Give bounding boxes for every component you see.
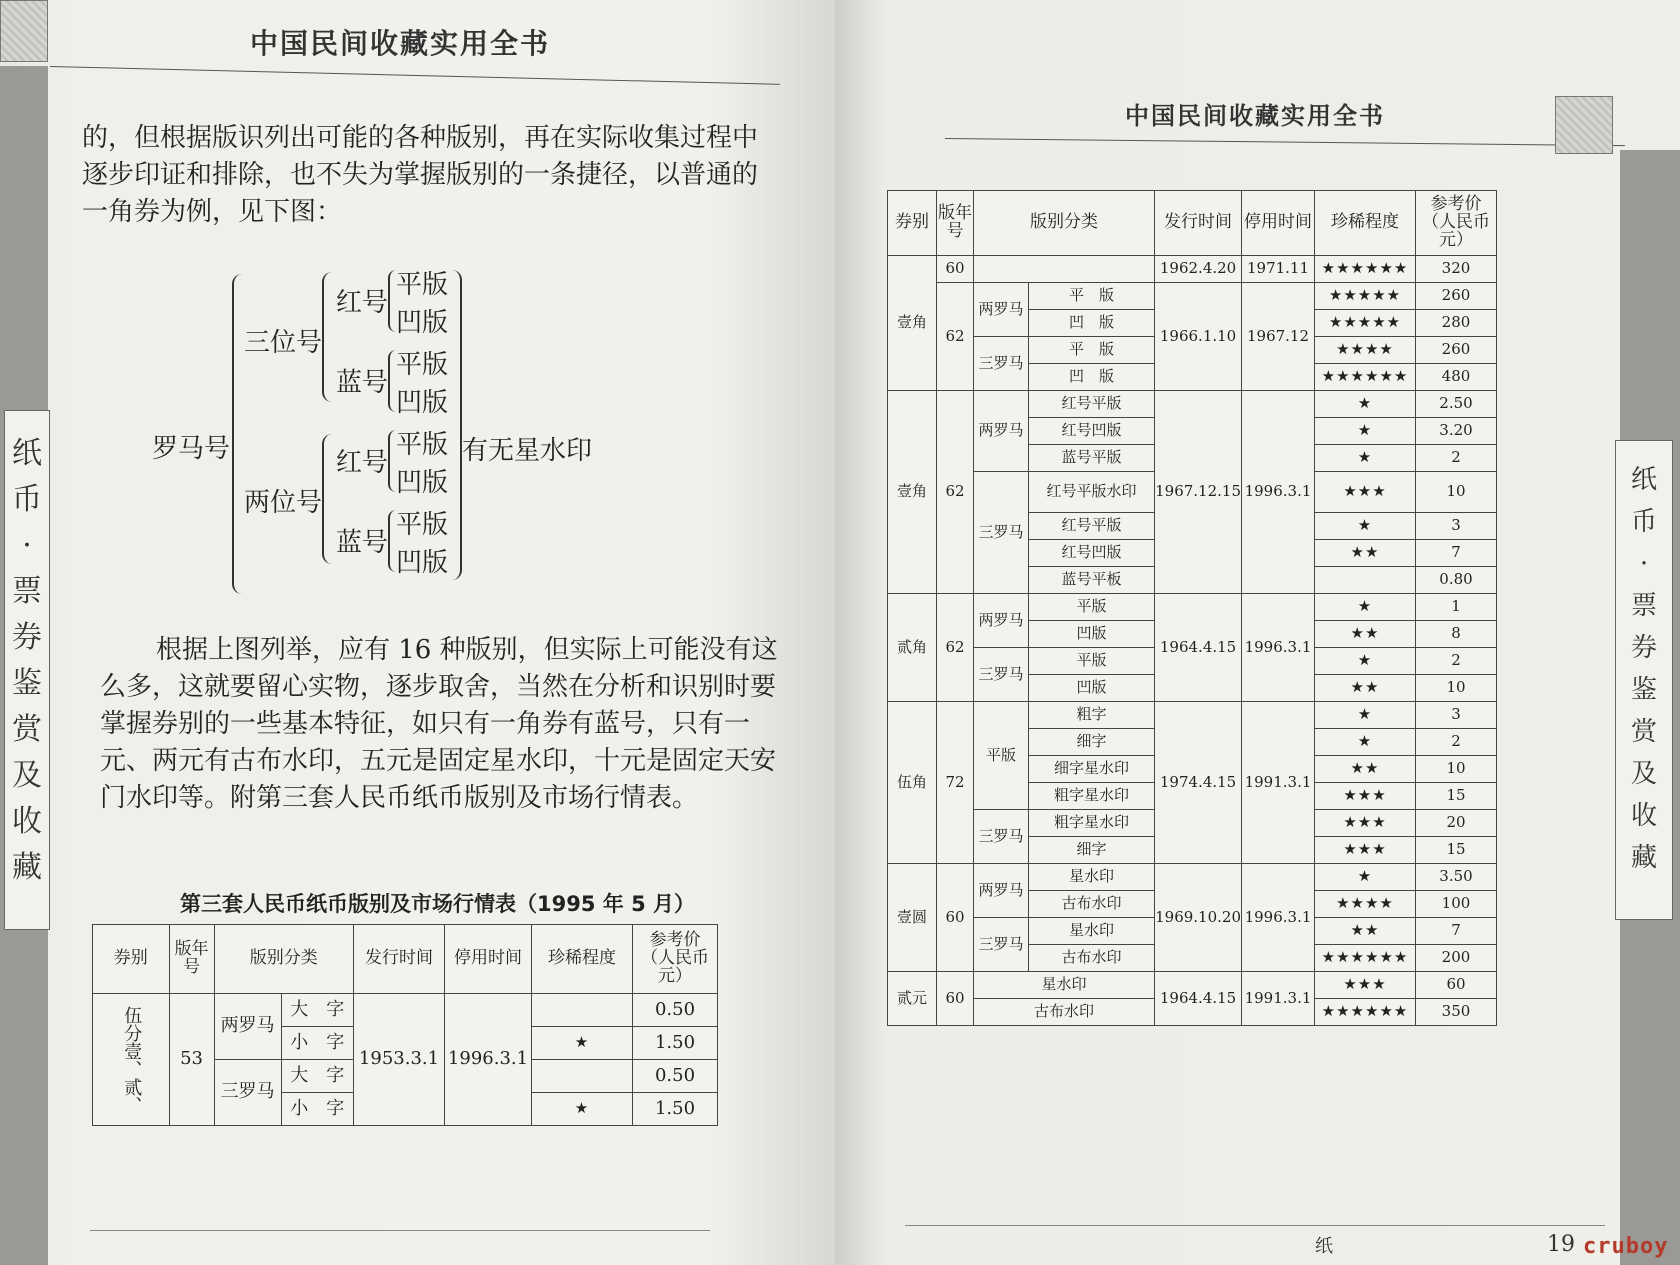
cell-sub: 星水印 (1029, 864, 1155, 891)
brace (388, 510, 396, 572)
table-header-row (888, 191, 1497, 256)
cell-issue: 1966.1.10 (1155, 283, 1242, 391)
header-price: 参考价 （人民币元） (633, 925, 718, 994)
tree-level1: 两位号 (244, 488, 323, 518)
table-row (888, 283, 1497, 310)
cell-price: 0.50 (633, 994, 718, 1027)
cell-sub: 红号凹版 (1029, 540, 1155, 567)
cell-denomination: 伍角 (888, 702, 937, 864)
cell-group: 两罗马 (974, 283, 1029, 337)
cell-sub: 大 字 (281, 994, 353, 1027)
cell-group: 两罗马 (974, 391, 1029, 472)
header-year: 版年号 (169, 925, 214, 994)
cell-rarity: ★ (1315, 445, 1416, 472)
cell-price: 320 (1416, 256, 1497, 283)
header-price: 参考价 （人民币元） (1416, 191, 1497, 256)
cell-price: 3.50 (1416, 864, 1497, 891)
cell-year: 60 (937, 256, 974, 283)
cell-group: 三罗马 (974, 472, 1029, 594)
cell-sub: 红号平版 (1029, 391, 1155, 418)
cell-group: 两罗马 (974, 594, 1029, 648)
cell-rarity: ★★★ (1315, 472, 1416, 513)
cell-price: 2 (1416, 445, 1497, 472)
brace (388, 350, 396, 412)
cell-year: 62 (937, 283, 974, 391)
cell-rarity: ★★★★★★ (1315, 256, 1416, 283)
cell-sub: 粗字星水印 (1029, 810, 1155, 837)
cell-year: 62 (937, 391, 974, 594)
cell-year: 60 (937, 864, 974, 972)
table-row (93, 994, 718, 1027)
cell-group: 平版 (974, 702, 1029, 810)
cell-price: 7 (1416, 918, 1497, 945)
variety-tree-diagram (140, 270, 640, 610)
running-title: 中国民间收藏实用全书 (250, 27, 551, 60)
footer-rule (905, 1225, 1605, 1226)
header-denomination: 券别 (93, 925, 170, 994)
cell-rarity: ★★★★★★ (1315, 945, 1416, 972)
tree-level2: 红号 (336, 288, 389, 318)
cell-stop: 1996.3.1 (1242, 864, 1315, 972)
cell-rarity: ★★ (1315, 756, 1416, 783)
cell-sub: 星水印 (1029, 918, 1155, 945)
cell-stop: 1991.3.1 (1242, 972, 1315, 1026)
brace (452, 270, 462, 580)
header-stop: 停用时间 (445, 925, 532, 994)
brace (232, 274, 244, 594)
header-rule (945, 138, 1625, 146)
cell-sub: 凹版 (1029, 621, 1155, 648)
tree-leaf: 平版 (396, 350, 449, 380)
cell-sub: 红号平版 (1029, 513, 1155, 540)
side-tab: 纸 币 · 票 券 鉴 赏 及 收 藏 (4, 410, 50, 930)
cell-price: 1 (1416, 594, 1497, 621)
cell-issue: 1964.4.15 (1155, 594, 1242, 702)
cell-rarity: ★ (1315, 864, 1416, 891)
market-table (92, 924, 718, 1126)
tree-leaf: 凹版 (396, 548, 449, 578)
cell-rarity: ★★★ (1315, 783, 1416, 810)
cell-price: 260 (1416, 337, 1497, 364)
market-table-continued (887, 190, 1497, 1026)
cell-rarity: ★★★★★ (1315, 310, 1416, 337)
cell-rarity: ★★ (1315, 675, 1416, 702)
cell-price: 8 (1416, 621, 1497, 648)
cell-rarity: ★★★★ (1315, 891, 1416, 918)
cell-rarity: ★ (1315, 702, 1416, 729)
cell-sub: 大 字 (281, 1060, 353, 1093)
corner-ornament (0, 0, 48, 62)
cell-sub: 蓝号平板 (1029, 567, 1155, 594)
cell-sub: 细字 (1029, 837, 1155, 864)
brace (322, 434, 332, 564)
header-rarity: 珍稀程度 (1315, 191, 1416, 256)
cell-rarity: ★ (1315, 729, 1416, 756)
running-title: 中国民间收藏实用全书 (1125, 102, 1385, 130)
right-page (835, 0, 1680, 1265)
cell-rarity: ★★★★★★ (1315, 999, 1416, 1026)
watermark: cruboy (1583, 1234, 1669, 1259)
cell-rarity (532, 1060, 633, 1093)
cell-group: 两罗马 (974, 864, 1029, 918)
cell-denomination: 壹角 (888, 391, 937, 594)
side-tab: 纸 币 · 票 券 鉴 赏 及 收 藏 (1615, 440, 1673, 920)
cell-rarity: ★ (532, 1027, 633, 1060)
cell-sub: 凹 版 (1029, 310, 1155, 337)
tree-leaf: 凹版 (396, 388, 449, 418)
cell-stop: 1996.3.1 (445, 994, 532, 1126)
cell-issue: 1953.3.1 (354, 994, 445, 1126)
cell-price: 280 (1416, 310, 1497, 337)
paragraph-intro: 的，但根据版识列出可能的各种版别，再在实际收集过程中逐步印证和排除，也不失为掌握版别的一条捷径，以普通的一角券为例，见下图： (82, 123, 759, 227)
cell-group: 三罗马 (974, 337, 1029, 391)
cell-sub: 红号平版水印 (1029, 472, 1155, 513)
cell-sub: 小 字 (281, 1027, 353, 1060)
cell-sub: 古布水印 (1029, 945, 1155, 972)
cell-price: 15 (1416, 783, 1497, 810)
cell-price: 10 (1416, 472, 1497, 513)
tree-level2: 蓝号 (336, 368, 389, 398)
tree-leaf: 凹版 (396, 308, 449, 338)
cell-sub: 平 版 (1029, 337, 1155, 364)
cell-price: 10 (1416, 756, 1497, 783)
cell-price: 0.50 (633, 1060, 718, 1093)
cell-sub: 小 字 (281, 1093, 353, 1126)
cell-rarity: ★ (1315, 513, 1416, 540)
cell-sub: 粗字星水印 (1029, 783, 1155, 810)
cell-stop: 1996.3.1 (1242, 391, 1315, 594)
header-denomination: 券别 (888, 191, 937, 256)
table-row (888, 594, 1497, 621)
cell-rarity: ★★★ (1315, 837, 1416, 864)
cell-rarity: ★★ (1315, 540, 1416, 567)
cell-rarity: ★★★ (1315, 972, 1416, 999)
cell-rarity: ★ (532, 1093, 633, 1126)
footer-label: 纸 (1315, 1236, 1333, 1257)
cell-denomination: 贰元 (888, 972, 937, 1026)
cell-sub (974, 256, 1155, 283)
cell-rarity (1315, 567, 1416, 594)
cell-price: 3 (1416, 702, 1497, 729)
cell-sub: 星水印 (974, 972, 1155, 999)
cell-sub: 平版 (1029, 648, 1155, 675)
cell-sub: 细字星水印 (1029, 756, 1155, 783)
cell-sub: 凹 版 (1029, 364, 1155, 391)
header-rule (50, 66, 780, 85)
tree-tail: 有无星水印 (462, 436, 593, 466)
cell-price: 2 (1416, 648, 1497, 675)
page-number: 19 (1547, 1232, 1575, 1257)
tree-level2: 红号 (336, 448, 389, 478)
paragraph-summary: 根据上图列举，应有 16 种版别，但实际上可能没有这么多，这就要留心实物，逐步取舍，当然在分析和识别时要掌握券别的一些基本特征，如只有一角券有蓝号，只有一元、两元有古布水印，五元是固定星水印，十元是固定天安门水印等。附第三套人民币纸币版别及市场行情表。 (100, 635, 778, 813)
header-issue: 发行时间 (1155, 191, 1242, 256)
cell-stop: 1991.3.1 (1242, 702, 1315, 864)
table-row (888, 864, 1497, 891)
cell-issue: 1964.4.15 (1155, 972, 1242, 1026)
cell-denomination: 壹角 (888, 256, 937, 391)
table-row (888, 702, 1497, 729)
corner-ornament (1555, 96, 1613, 154)
footer-rule (90, 1230, 710, 1231)
cell-rarity: ★★ (1315, 918, 1416, 945)
cell-rarity: ★★★★★★ (1315, 364, 1416, 391)
header-category: 版别分类 (974, 191, 1155, 256)
cell-rarity: ★★ (1315, 621, 1416, 648)
cell-stop: 1996.3.1 (1242, 594, 1315, 702)
cell-rarity: ★★★★★ (1315, 283, 1416, 310)
cell-rarity (532, 994, 633, 1027)
cell-price: 2.50 (1416, 391, 1497, 418)
cell-group: 三罗马 (974, 648, 1029, 702)
cell-denomination: 贰角 (888, 594, 937, 702)
tree-level2: 蓝号 (336, 528, 389, 558)
cell-issue: 1962.4.20 (1155, 256, 1242, 283)
cell-rarity: ★ (1315, 391, 1416, 418)
cell-year: 53 (169, 994, 214, 1126)
cell-rarity: ★ (1315, 418, 1416, 445)
cell-price: 1.50 (633, 1027, 718, 1060)
cell-sub: 蓝号平版 (1029, 445, 1155, 472)
cell-rarity: ★ (1315, 594, 1416, 621)
cell-denomination: 壹圆 (888, 864, 937, 972)
table-row (888, 256, 1497, 283)
cell-price: 7 (1416, 540, 1497, 567)
cell-year: 60 (937, 972, 974, 1026)
cell-price: 200 (1416, 945, 1497, 972)
cell-denomination: 伍分壹、贰、 (93, 994, 170, 1126)
cell-group: 两罗马 (214, 994, 281, 1060)
brace (388, 430, 396, 492)
brace (388, 270, 396, 332)
cell-price: 0.80 (1416, 567, 1497, 594)
header-stop: 停用时间 (1242, 191, 1315, 256)
cell-price: 3 (1416, 513, 1497, 540)
cell-year: 62 (937, 594, 974, 702)
header-rarity: 珍稀程度 (532, 925, 633, 994)
cell-rarity: ★★★ (1315, 810, 1416, 837)
table-row (888, 972, 1497, 999)
cell-sub: 细字 (1029, 729, 1155, 756)
cell-price: 15 (1416, 837, 1497, 864)
tree-level1: 三位号 (244, 328, 323, 358)
cell-price: 480 (1416, 364, 1497, 391)
cell-price: 60 (1416, 972, 1497, 999)
cell-price: 260 (1416, 283, 1497, 310)
cell-rarity: ★★★★ (1315, 337, 1416, 364)
table-caption: 第三套人民币纸币版别及市场行情表（1995 年 5 月） (180, 892, 695, 916)
header-issue: 发行时间 (354, 925, 445, 994)
cell-price: 3.20 (1416, 418, 1497, 445)
cell-price: 10 (1416, 675, 1497, 702)
cell-issue: 1967.12.15 (1155, 391, 1242, 594)
cell-group: 三罗马 (214, 1060, 281, 1126)
header-category: 版别分类 (214, 925, 353, 994)
cell-price: 100 (1416, 891, 1497, 918)
cell-sub: 古布水印 (1029, 891, 1155, 918)
tree-root: 罗马号 (152, 434, 231, 464)
cell-group: 三罗马 (974, 810, 1029, 864)
cell-rarity: ★ (1315, 648, 1416, 675)
cell-sub: 平 版 (1029, 283, 1155, 310)
tree-leaf: 凹版 (396, 468, 449, 498)
cell-sub: 红号凹版 (1029, 418, 1155, 445)
cell-issue: 1974.4.15 (1155, 702, 1242, 864)
cell-price: 350 (1416, 999, 1497, 1026)
cell-price: 1.50 (633, 1093, 718, 1126)
cell-year: 72 (937, 702, 974, 864)
cell-group: 三罗马 (974, 918, 1029, 972)
cell-stop: 1971.11 (1242, 256, 1315, 283)
tree-leaf: 平版 (396, 270, 449, 300)
cell-sub: 古布水印 (974, 999, 1155, 1026)
cell-sub: 平版 (1029, 594, 1155, 621)
cell-sub: 粗字 (1029, 702, 1155, 729)
brace (322, 272, 332, 402)
cell-stop: 1967.12 (1242, 283, 1315, 391)
cell-price: 20 (1416, 810, 1497, 837)
tree-leaf: 平版 (396, 430, 449, 460)
table-row (888, 391, 1497, 418)
cell-sub: 凹版 (1029, 675, 1155, 702)
table-header-row (93, 925, 718, 994)
cell-price: 2 (1416, 729, 1497, 756)
cell-issue: 1969.10.20 (1155, 864, 1242, 972)
tree-leaf: 平版 (396, 510, 449, 540)
header-year: 版年号 (937, 191, 974, 256)
left-page (0, 0, 835, 1265)
